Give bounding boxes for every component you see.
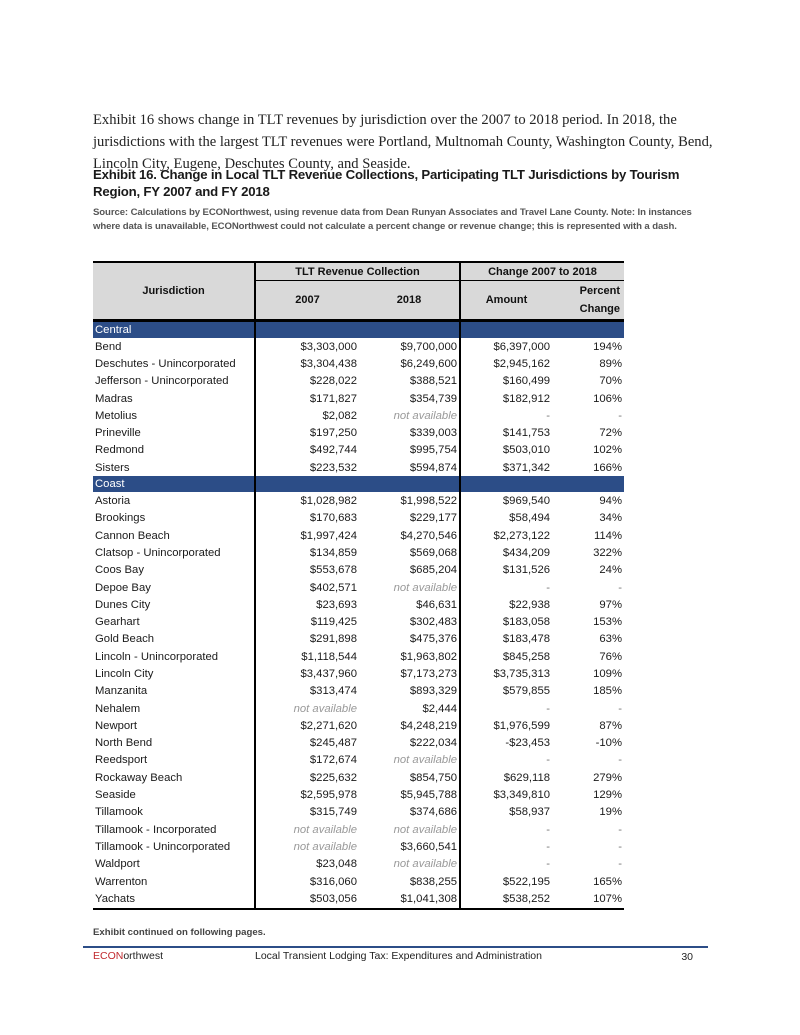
cell-change-amount: $2,945,162	[460, 355, 552, 372]
cell-revenue-2018: $302,483	[409, 616, 458, 629]
cell-percent-change: 19%	[599, 806, 623, 819]
column-header-2007: 2007	[255, 281, 359, 321]
brand-logo-text	[93, 950, 163, 962]
cell-change-amount: $579,855	[460, 683, 552, 700]
cell-change-amount: $371,342	[460, 459, 552, 476]
cell-percent-change: 322%	[593, 546, 623, 559]
cell-percent-change: 129%	[593, 789, 623, 802]
cell-change-amount: $503,010	[460, 442, 552, 459]
region-fill	[359, 476, 460, 492]
cell-jurisdiction: Clatsop - Unincorporated	[95, 546, 221, 559]
region-fill	[255, 476, 359, 492]
region-fill	[552, 321, 624, 339]
cell-percent-change: -	[618, 702, 623, 715]
cell-percent-change: 34%	[599, 512, 623, 525]
brand-suffix: orthwest	[123, 950, 164, 962]
cell-jurisdiction: Depoe Bay	[95, 581, 151, 594]
cell-revenue-2007: $172,674	[255, 752, 359, 769]
cell-revenue-2018: not available	[393, 754, 458, 767]
cell-revenue-2007: $492,744	[255, 442, 359, 459]
cell-jurisdiction: Rockaway Beach	[95, 771, 183, 784]
cell-percent-change: -	[618, 840, 623, 853]
cell-percent-change: -	[618, 581, 623, 594]
exhibit-title: Exhibit 16. Change in Local TLT Revenue Collections, Participating TLT Jurisdictions by Tourism Region, FY 2007 and FY 2018	[93, 167, 680, 199]
cell-revenue-2018: not available	[393, 858, 458, 871]
cell-change-amount: $131,526	[460, 562, 552, 579]
cell-change-amount: $2,273,122	[460, 527, 552, 544]
cell-revenue-2007: $23,693	[255, 596, 359, 613]
cell-revenue-2018: $46,631	[416, 598, 458, 611]
cell-jurisdiction: Metolius	[95, 409, 138, 422]
cell-change-amount: -	[460, 856, 552, 873]
table-row	[93, 544, 624, 561]
cell-revenue-2018: $3,660,541	[400, 840, 458, 853]
cell-change-amount: $3,349,810	[460, 786, 552, 803]
continued-note: Exhibit continued on following pages.	[93, 927, 266, 938]
cell-change-amount: $183,058	[460, 613, 552, 630]
cell-percent-change: 76%	[599, 650, 623, 663]
cell-revenue-2018: $569,068	[409, 546, 458, 559]
region-row	[93, 321, 624, 339]
cell-percent-change: 166%	[593, 461, 623, 474]
table-row	[93, 373, 624, 390]
cell-revenue-2007: $1,118,544	[255, 648, 359, 665]
cell-revenue-2007: $134,859	[255, 544, 359, 561]
cell-jurisdiction: Coos Bay	[95, 564, 144, 577]
cell-jurisdiction: Nehalem	[95, 702, 141, 715]
region-fill	[255, 321, 359, 339]
cell-change-amount: $3,735,313	[460, 665, 552, 682]
cell-revenue-2018: $995,754	[409, 444, 458, 457]
cell-change-amount: $969,540	[460, 492, 552, 509]
cell-jurisdiction: North Bend	[95, 737, 153, 750]
cell-revenue-2018: $893,329	[409, 685, 458, 698]
cell-jurisdiction: Manzanita	[95, 685, 148, 698]
region-row	[93, 476, 624, 492]
table-row	[93, 786, 624, 803]
cell-revenue-2018: $838,255	[409, 875, 458, 888]
table-row	[93, 856, 624, 873]
cell-jurisdiction: Lincoln City	[95, 667, 154, 680]
cell-revenue-2018: $475,376	[409, 633, 458, 646]
table-row	[93, 804, 624, 821]
cell-percent-change: 72%	[599, 427, 623, 440]
cell-revenue-2018: not available	[393, 409, 458, 422]
cell-percent-change: 279%	[593, 771, 623, 784]
cell-jurisdiction: Seaside	[95, 789, 136, 802]
cell-jurisdiction: Madras	[95, 392, 133, 405]
cell-revenue-2007: $23,048	[255, 856, 359, 873]
cell-change-amount: $538,252	[460, 890, 552, 908]
cell-revenue-2007: not available	[255, 821, 359, 838]
source-note: Source: Calculations by ECONorthwest, using revenue data from Dean Runyan Associates and Travel Lane County. Note: In instances where data is unavailable, ECONorthwest could not calculate a percent change or revenue change; this is represented with a dash.	[93, 207, 692, 232]
cell-jurisdiction: Tillamook	[95, 806, 143, 819]
table-row	[93, 459, 624, 476]
cell-change-amount: -	[460, 752, 552, 769]
cell-revenue-2007: not available	[255, 838, 359, 855]
cell-revenue-2007: $316,060	[255, 873, 359, 890]
brand-prefix: ECON	[93, 950, 124, 962]
cell-revenue-2007: $3,304,438	[255, 355, 359, 372]
column-header-percent-change: Percent Change	[552, 281, 624, 321]
cell-revenue-2007: $553,678	[255, 562, 359, 579]
cell-change-amount: $1,976,599	[460, 717, 552, 734]
cell-percent-change: 109%	[593, 667, 623, 680]
cell-jurisdiction: Lincoln - Unincorporated	[95, 650, 219, 663]
cell-percent-change: 94%	[599, 495, 623, 508]
cell-jurisdiction: Jefferson - Unincorporated	[95, 375, 229, 388]
cell-revenue-2018: $4,248,219	[400, 719, 458, 732]
cell-percent-change: 106%	[593, 392, 623, 405]
cell-revenue-2007: $225,632	[255, 769, 359, 786]
cell-percent-change: -	[618, 409, 623, 422]
table-row	[93, 424, 624, 441]
cell-revenue-2018: not available	[393, 581, 458, 594]
cell-percent-change: 107%	[552, 890, 624, 908]
page-number: 30	[681, 951, 693, 963]
table-row	[93, 821, 624, 838]
cell-percent-change: 102%	[593, 444, 623, 457]
table-row	[93, 700, 624, 717]
cell-revenue-2018: $4,270,546	[400, 529, 458, 542]
cell-revenue-2018: $6,249,600	[400, 357, 458, 370]
cell-percent-change: 114%	[593, 529, 623, 542]
cell-percent-change: 194%	[593, 340, 623, 353]
cell-jurisdiction: Cannon Beach	[95, 529, 170, 542]
cell-change-amount: -	[460, 579, 552, 596]
cell-revenue-2007: not available	[255, 700, 359, 717]
column-header-2018: 2018	[359, 281, 460, 321]
cell-jurisdiction: Bend	[95, 340, 122, 353]
cell-jurisdiction: Gold Beach	[95, 633, 155, 646]
region-name: Coast	[93, 476, 255, 492]
cell-revenue-2007: $2,271,620	[255, 717, 359, 734]
table-row	[93, 442, 624, 459]
table-row	[93, 390, 624, 407]
group-header-revenue: TLT Revenue Collection	[255, 262, 460, 281]
cell-revenue-2007: $119,425	[255, 613, 359, 630]
column-header-jurisdiction: Jurisdiction	[93, 262, 255, 321]
cell-revenue-2007: $402,571	[255, 579, 359, 596]
table-row	[93, 527, 624, 544]
region-fill	[359, 321, 460, 339]
cell-jurisdiction: Tillamook - Incorporated	[95, 823, 217, 836]
cell-revenue-2007: $197,250	[255, 424, 359, 441]
table-group-header-row	[93, 262, 624, 281]
cell-percent-change: 63%	[599, 633, 623, 646]
cell-percent-change: 87%	[599, 719, 623, 732]
cell-change-amount: $22,938	[460, 596, 552, 613]
cell-revenue-2018: $222,034	[409, 737, 458, 750]
cell-revenue-2018: $5,945,788	[400, 789, 458, 802]
cell-percent-change: 97%	[599, 598, 623, 611]
cell-revenue-2007: $313,474	[255, 683, 359, 700]
cell-revenue-2018: $7,173,273	[400, 667, 458, 680]
cell-change-amount: $58,937	[460, 804, 552, 821]
cell-change-amount: $845,258	[460, 648, 552, 665]
cell-revenue-2007: $3,303,000	[255, 338, 359, 355]
cell-change-amount: $182,912	[460, 390, 552, 407]
cell-jurisdiction: Dunes City	[95, 598, 151, 611]
cell-revenue-2018: $2,444	[422, 702, 458, 715]
cell-jurisdiction: Brookings	[95, 512, 146, 525]
cell-change-amount: $6,397,000	[460, 338, 552, 355]
cell-percent-change: -	[618, 754, 623, 767]
cell-change-amount: $522,195	[460, 873, 552, 890]
table-row	[93, 838, 624, 855]
cell-change-amount: -	[460, 700, 552, 717]
cell-percent-change: 70%	[599, 375, 623, 388]
cell-jurisdiction: Gearhart	[95, 616, 140, 629]
table-row	[93, 890, 624, 908]
cell-percent-change: 185%	[593, 685, 623, 698]
cell-change-amount: -	[460, 407, 552, 424]
table-row	[93, 355, 624, 372]
cell-jurisdiction: Newport	[95, 719, 138, 732]
cell-change-amount: -	[460, 838, 552, 855]
table-row	[93, 562, 624, 579]
cell-revenue-2018: $229,177	[409, 512, 458, 525]
cell-revenue-2007: $245,487	[255, 735, 359, 752]
cell-percent-change: 89%	[599, 357, 623, 370]
cell-revenue-2018: $1,041,308	[359, 890, 460, 908]
region-fill	[460, 321, 552, 339]
cell-change-amount: $58,494	[460, 510, 552, 527]
region-name: Central	[93, 321, 255, 339]
tlt-revenue-table	[93, 261, 624, 910]
cell-revenue-2007: $1,997,424	[255, 527, 359, 544]
table-row	[93, 613, 624, 630]
cell-change-amount: -$23,453	[460, 735, 552, 752]
cell-change-amount: $629,118	[460, 769, 552, 786]
table-row	[93, 492, 624, 509]
document-title: Local Transient Lodging Tax: Expenditures and Administration	[255, 950, 542, 962]
intro-paragraph: Exhibit 16 shows change in TLT revenues by jurisdiction over the 2007 to 2018 period. In 2018, the jurisdictions with the largest TLT revenues were Portland, Multnomah County, Washington County, Bend, Lincoln City, Eugene, Deschutes County, and Seaside.	[93, 111, 713, 172]
cell-revenue-2007: $503,056	[255, 890, 359, 908]
cell-jurisdiction: Reedsport	[95, 754, 148, 767]
cell-revenue-2018: $388,521	[409, 375, 458, 388]
cell-revenue-2018: $854,750	[409, 771, 458, 784]
table-row	[93, 717, 624, 734]
cell-revenue-2018: $9,700,000	[400, 340, 458, 353]
cell-jurisdiction: Yachats	[93, 890, 255, 908]
cell-revenue-2018: $1,963,802	[400, 650, 458, 663]
cell-revenue-2007: $228,022	[255, 373, 359, 390]
cell-percent-change: -	[618, 858, 623, 871]
cell-change-amount: -	[460, 821, 552, 838]
cell-revenue-2018: $374,686	[409, 806, 458, 819]
cell-change-amount: $141,753	[460, 424, 552, 441]
table-row	[93, 510, 624, 527]
cell-revenue-2018: $594,874	[409, 461, 458, 474]
table-row	[93, 648, 624, 665]
cell-percent-change: -	[618, 823, 623, 836]
cell-percent-change: 153%	[593, 616, 623, 629]
cell-jurisdiction: Waldport	[95, 858, 140, 871]
cell-revenue-2007: $291,898	[255, 631, 359, 648]
cell-jurisdiction: Astoria	[95, 495, 131, 508]
table-body	[93, 321, 624, 909]
cell-jurisdiction: Warrenton	[95, 875, 148, 888]
table-row	[93, 407, 624, 424]
cell-revenue-2007: $2,595,978	[255, 786, 359, 803]
cell-change-amount: $183,478	[460, 631, 552, 648]
region-fill	[552, 476, 624, 492]
footer-rule	[83, 946, 708, 948]
cell-revenue-2007: $1,028,982	[255, 492, 359, 509]
table-row	[93, 769, 624, 786]
cell-revenue-2018: $685,204	[409, 564, 458, 577]
cell-percent-change: -10%	[595, 737, 623, 750]
table-row	[93, 735, 624, 752]
cell-revenue-2007: $2,082	[255, 407, 359, 424]
cell-revenue-2007: $315,749	[255, 804, 359, 821]
cell-revenue-2018: $339,003	[409, 427, 458, 440]
cell-change-amount: $434,209	[460, 544, 552, 561]
table-row	[93, 873, 624, 890]
cell-percent-change: 165%	[593, 875, 623, 888]
region-fill	[460, 476, 552, 492]
cell-revenue-2018: not available	[393, 823, 458, 836]
cell-revenue-2018: $354,739	[409, 392, 458, 405]
cell-revenue-2007: $171,827	[255, 390, 359, 407]
cell-jurisdiction: Sisters	[95, 461, 130, 474]
column-header-amount: Amount	[460, 281, 552, 321]
table-row	[93, 752, 624, 769]
table-row	[93, 338, 624, 355]
cell-change-amount: $160,499	[460, 373, 552, 390]
cell-jurisdiction: Tillamook - Unincorporated	[95, 840, 231, 853]
table-row	[93, 631, 624, 648]
group-header-change: Change 2007 to 2018	[460, 262, 624, 281]
cell-jurisdiction: Prineville	[95, 427, 141, 440]
table-row	[93, 579, 624, 596]
cell-revenue-2018: $1,998,522	[400, 495, 458, 508]
table-row	[93, 665, 624, 682]
table-row	[93, 683, 624, 700]
cell-jurisdiction: Deschutes - Unincorporated	[95, 357, 236, 370]
cell-revenue-2007: $223,532	[255, 459, 359, 476]
cell-revenue-2007: $170,683	[255, 510, 359, 527]
table-row	[93, 596, 624, 613]
cell-revenue-2007: $3,437,960	[255, 665, 359, 682]
cell-percent-change: 24%	[599, 564, 623, 577]
cell-jurisdiction: Redmond	[95, 444, 144, 457]
